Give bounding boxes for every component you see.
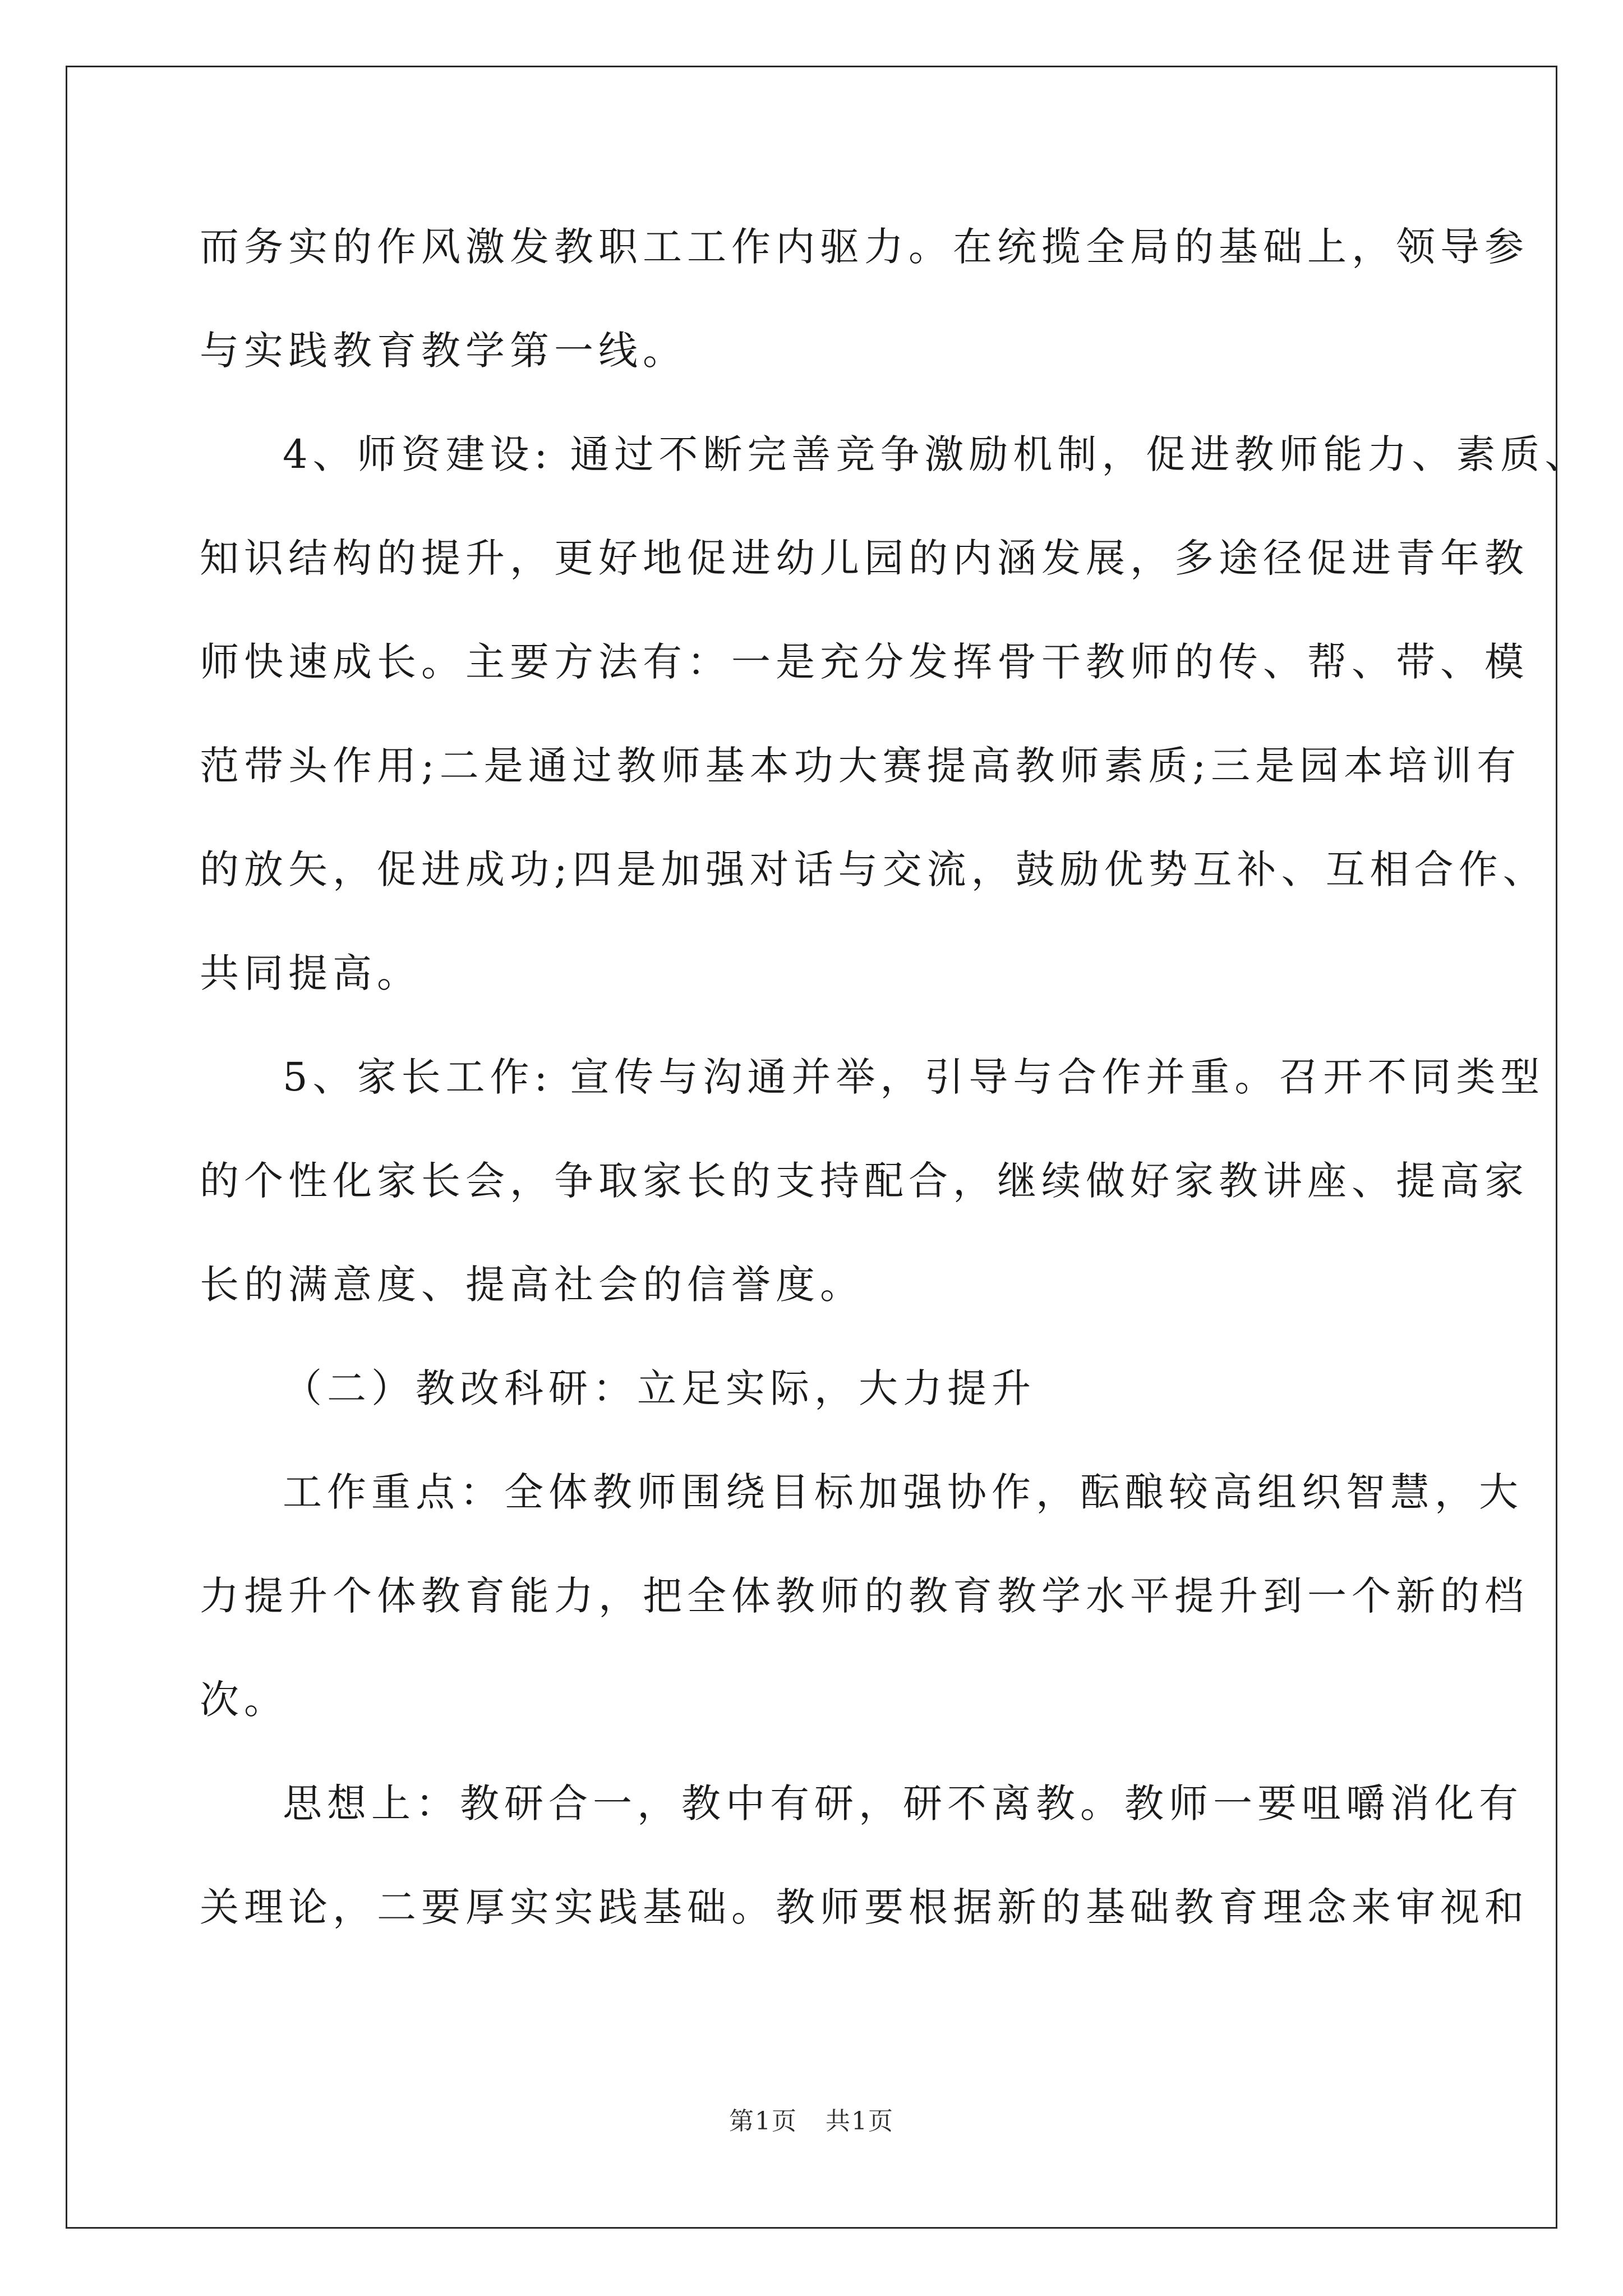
paragraph-heading-parent-work: 5、家长工作: 宣传与沟通并举，引导与合作并重。召开不同类型 bbox=[283, 1054, 1545, 1100]
text-line: 而务实的作风激发教职工工作内驱力。在统揽全局的基础上，领导参 bbox=[200, 224, 1529, 270]
text-line: 共同提高。 bbox=[200, 950, 421, 996]
paragraph-heading-teacher-development: 4、师资建设: 通过不断完善竞争激励机制，促进教师能力、素质、 bbox=[283, 431, 1589, 477]
text-line: 工作重点：全体教师围绕目标加强协作，酝酿较高组织智慧，大 bbox=[283, 1469, 1523, 1515]
page-footer bbox=[0, 2105, 1623, 2138]
text-line: 师快速成长。主要方法有：一是充分发挥骨干教师的传、帮、带、模 bbox=[200, 639, 1529, 685]
text-line: 的个性化家长会，争取家长的支持配合，继续做好家教讲座、提高家 bbox=[200, 1158, 1529, 1204]
text-line: 关理论，二要厚实实践基础。教师要根据新的基础教育理念来审视和 bbox=[200, 1884, 1529, 1930]
text-line: 力提升个体教育能力，把全体教师的教育教学水平提升到一个新的档 bbox=[200, 1573, 1529, 1619]
page-number-total: 共1页 bbox=[826, 2107, 894, 2136]
text-line: 知识结构的提升，更好地促进幼儿园的内涵发展，多途径促进青年教 bbox=[200, 535, 1529, 581]
text-line: 次。 bbox=[200, 1677, 288, 1723]
text-line: 思想上：教研合一，教中有研，研不离教。教师一要咀嚼消化有 bbox=[283, 1780, 1523, 1826]
text-line: 与实践教育教学第一线。 bbox=[200, 328, 687, 374]
text-line: 范带头作用;二是通过教师基本功大赛提高教师素质;三是园本培训有 bbox=[200, 743, 1521, 789]
section-heading-research: （二）教改科研：立足实际，大力提升 bbox=[283, 1365, 1036, 1411]
text-line: 的放矢，促进成功;四是加强对话与交流，鼓励优势互补、互相合作、 bbox=[200, 846, 1547, 892]
text-line: 长的满意度、提高社会的信誉度。 bbox=[200, 1262, 864, 1308]
page-number-current: 第1页 bbox=[729, 2107, 797, 2136]
